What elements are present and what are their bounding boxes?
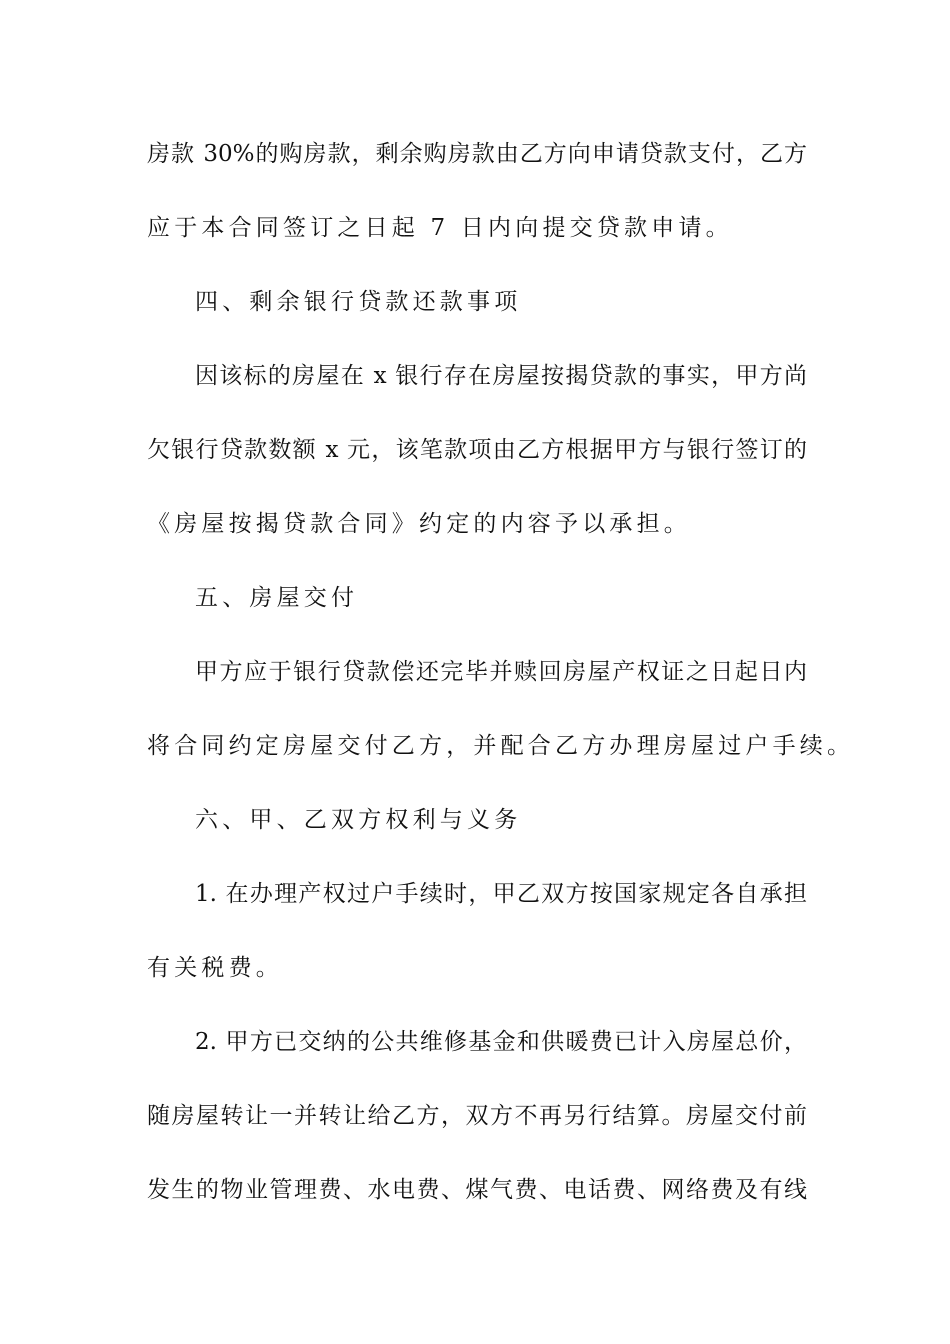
paragraph-line-9: 将合同约定房屋交付乙方，并配合乙方办理房屋过户手续。 — [147, 733, 855, 759]
paragraph-line-14: 随房屋转让一并转让给乙方，双方不再另行结算。房屋交付前 — [147, 1103, 807, 1129]
paragraph-line-5: 欠银行贷款数额 x 元，该笔款项由乙方根据甲方与银行签订的 — [147, 437, 807, 463]
paragraph-line-11: 1. 在办理产权过户手续时，甲乙双方按国家规定各自承担 — [195, 881, 807, 907]
paragraph-line-13: 2. 甲方已交纳的公共维修基金和供暖费已计入房屋总价， — [195, 1029, 807, 1055]
section-heading-5: 五、房屋交付 — [195, 585, 359, 611]
section-heading-6: 六、甲、乙双方权利与义务 — [195, 807, 522, 833]
section-heading-4: 四、剩余银行贷款还款事项 — [195, 289, 522, 315]
paragraph-line-1: 房款 30%的购房款，剩余购房款由乙方向申请贷款支付，乙方 — [147, 141, 807, 167]
paragraph-line-6: 《房屋按揭贷款合同》约定的内容予以承担。 — [147, 511, 691, 537]
paragraph-line-2: 应于本合同签订之日起 7 日内向提交贷款申请。 — [147, 215, 733, 241]
paragraph-line-4: 因该标的房屋在 x 银行存在房屋按揭贷款的事实，甲方尚 — [195, 363, 807, 389]
paragraph-line-15: 发生的物业管理费、水电费、煤气费、电话费、网络费及有线 — [147, 1177, 807, 1203]
paragraph-line-12: 有关税费。 — [147, 955, 283, 981]
paragraph-line-8: 甲方应于银行贷款偿还完毕并赎回房屋产权证之日起日内 — [195, 659, 807, 685]
